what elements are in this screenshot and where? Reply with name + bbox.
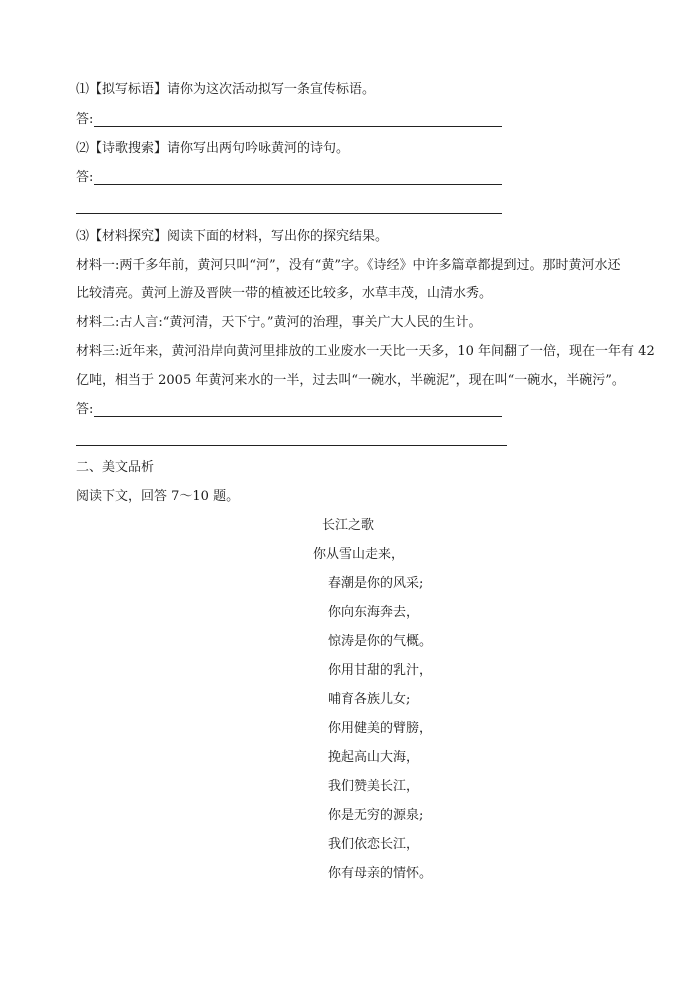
q1-answer-line[interactable] (94, 126, 502, 127)
q3-answer-line-2[interactable] (76, 445, 507, 446)
section2-instruction: 阅读下文，回答 7～10 题。 (76, 489, 240, 504)
poem-line: 挽起高山大海， (328, 750, 420, 765)
q2-answer-line-2[interactable] (76, 213, 502, 214)
q3-material2: 材料二:古人言:“黄河清，天下宁。”黄河的治理，事关广大人民的生计。 (76, 315, 482, 330)
q2-answer-label: 答: (76, 170, 94, 185)
q1-answer-label: 答: (76, 112, 94, 127)
poem-line: 你是无穷的源泉; (328, 808, 424, 823)
section2-heading: 二、美文品析 (76, 460, 155, 475)
q3-material3-line1: 材料三:近年来，黄河沿岸向黄河里排放的工业废水一天比一天多，10 年间翻了一倍，现在一年有 42 (76, 344, 655, 359)
q3-prompt: ⑶【材料探究】阅读下面的材料，写出你的探究结果。 (76, 229, 389, 244)
q2-answer-line-1[interactable] (94, 184, 502, 185)
poem-line: 你用甘甜的乳汁， (328, 663, 433, 678)
poem-line: 你向东海奔去， (328, 605, 420, 620)
q2-prompt: ⑵【诗歌搜索】请你写出两句吟咏黄河的诗句。 (76, 141, 350, 156)
q3-answer-label: 答: (76, 402, 94, 417)
q3-material1-line1: 材料一:两千多年前，黄河只叫“河”，没有“黄”字。《诗经》中许多篇章都提到过。那时黄河水还 (76, 258, 621, 273)
poem-line: 你用健美的臂膀， (328, 721, 433, 736)
poem-title: 长江之歌 (321, 518, 374, 533)
q1-prompt: ⑴【拟写标语】请你为这次活动拟写一条宣传标语。 (76, 82, 376, 97)
poem-line: 惊涛是你的气概。 (328, 634, 433, 649)
poem-line: 我们赞美长江， (328, 779, 420, 794)
q3-material3-line2: 亿吨，相当于 2005 年黄河来水的一半，过去叫“一碗水，半碗泥”，现在叫“一碗水，半碗污”。 (76, 373, 625, 388)
poem-line: 哺育各族儿女; (328, 692, 411, 707)
q3-material1-line2: 比较清亮。黄河上游及晋陕一带的植被还比较多，水草丰茂，山清水秀。 (76, 286, 493, 301)
q3-answer-line-1[interactable] (94, 416, 502, 417)
poem-line: 我们依恋长江， (328, 837, 420, 852)
poem-line: 你有母亲的情怀。 (328, 866, 433, 881)
poem-first-line: 你从雪山走来， (313, 547, 405, 562)
poem-line: 春潮是你的风采; (328, 576, 424, 591)
